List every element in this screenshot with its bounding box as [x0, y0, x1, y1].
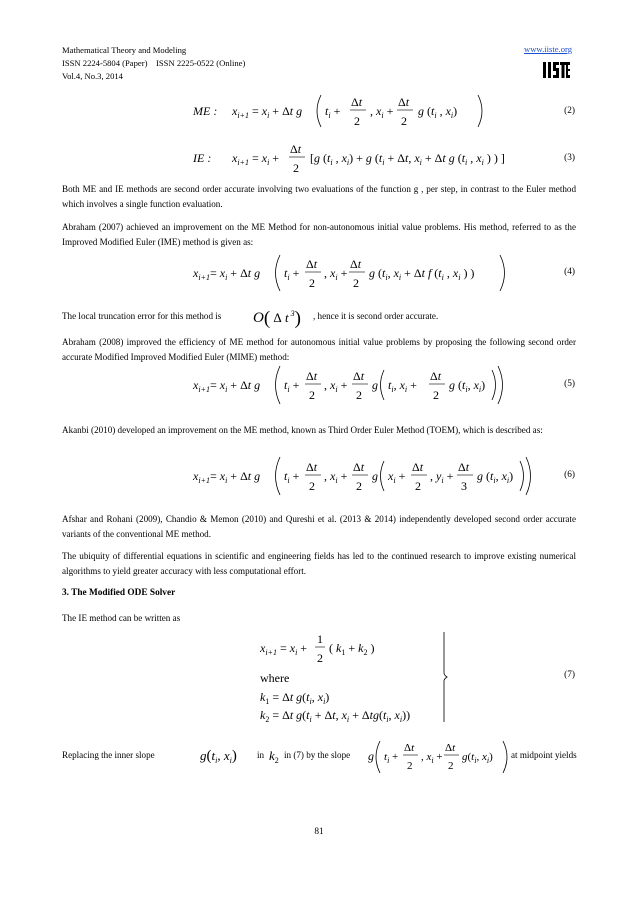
svg-text:g(ti, xi): $g(t_i$, $x_i$) — [200, 748, 237, 765]
svg-text:g: g — [372, 378, 378, 392]
eq2-number: (2) — [564, 106, 575, 116]
paragraph-9-c: in (7) by the slope — [284, 750, 351, 760]
svg-text:1: 1 — [317, 632, 323, 646]
svg-text:g: g — [372, 469, 378, 483]
journal-title: Mathematical Theory and Modeling — [62, 45, 187, 55]
svg-text:Δt: Δt — [353, 460, 365, 474]
svg-text:ti +: $t_i$ + — [284, 266, 300, 282]
svg-text:[g (ti , xi) + g (ti + Δt, xi: [g ($t_i$ , $x_i) + g$ ($t_i + \Delta t$, $x_i + \Delta t$ g ($t_i$ , $x_i$ ) ) ] — [310, 151, 505, 167]
journal-volume: Vol.4, No.3, 2014 — [62, 71, 123, 81]
svg-text:2: 2 — [293, 161, 299, 175]
svg-text:, xi +: , $x_i$ + — [324, 469, 348, 485]
svg-text:Δt: Δt — [353, 369, 365, 383]
svg-text:xi+1= xi + Δt g: $x_{i+1}= x_i + \Delta t$ g — [193, 469, 261, 485]
svg-text:Δt: Δt — [445, 742, 456, 754]
paragraph-5: Akanbi (2010) developed an improvement on the ME method, known as Third Order Euler Method (TOEM), which is described as: — [62, 425, 543, 435]
svg-text:ti +: $t_i$ + — [284, 378, 300, 394]
eq3-number: (3) — [564, 153, 575, 163]
svg-text:Δt: Δt — [350, 257, 362, 271]
eq7-number: (7) — [564, 670, 575, 680]
svg-text:g: g — [368, 749, 374, 763]
section-heading: 3. The Modified ODE Solver — [62, 588, 176, 598]
eq2-label: ME : — [193, 104, 218, 118]
paragraph-9-a: Replacing the inner slope — [62, 750, 155, 760]
svg-text:k2: $k_2$ — [269, 748, 279, 765]
svg-text:Δt: Δt — [306, 460, 318, 474]
svg-text:xi+1= xi + Δt g: $x_{i+1}= x_i + \Delta t$ g — [193, 266, 261, 282]
svg-text:2: 2 — [448, 760, 454, 772]
svg-text:g (ti, xi): g ($t_i$, $x_i$) — [449, 378, 486, 394]
svg-text:k1 = Δt g(ti, xi): $k_1 = \Delta t$ $g(t_i$, $x_i$) — [260, 690, 330, 706]
svg-text:ti +: $t_i$ + — [284, 469, 300, 485]
eq7-where: where — [260, 671, 290, 685]
svg-text:3: 3 — [461, 479, 467, 493]
svg-text:xi+1 = xi +: $x_{i+1} = x_i$ + — [232, 151, 280, 167]
paragraph-4: Abraham (2008) improved the efficiency of ME method for autonomous initial value problems by proposing the following second order accurate Modified Improved Modified Euler (MIME) method: — [62, 337, 576, 362]
eq3-label: IE : — [193, 151, 212, 165]
eq4-number: (4) — [564, 267, 575, 277]
svg-text:2: 2 — [309, 479, 315, 493]
paragraph-9-d: at midpoint yields — [511, 750, 577, 760]
svg-text:g(ti, xi): $g(t_i$, $x_i$) — [462, 751, 493, 765]
paragraph-2: Abraham (2007) achieved an improvement on the ME Method for non-autonomous initial value problems. His method, referred to as the Improved Modified Euler (IME) method is given as: — [62, 222, 576, 247]
svg-text:k2 = Δt g(ti + Δt, xi + Δtg(ti: $k_2 = \Delta t$ $g(t_i + \Delta t$, $x_i + \Delta tg(t_i$, $x_i$)) — [260, 708, 411, 724]
svg-text:O( Δ t 3): O( Δ t $^3$) — [253, 308, 301, 329]
svg-text:Δt: Δt — [458, 460, 470, 474]
svg-text:Δt: Δt — [404, 742, 415, 754]
eq5-number: (5) — [564, 379, 575, 389]
svg-text:2: 2 — [353, 276, 359, 290]
journal-issn: ISSN 2224-5804 (Paper) ISSN 2225-0522 (Online) — [62, 58, 246, 68]
svg-text:Δt: Δt — [412, 460, 424, 474]
svg-text:g (ti, xi): g ($t_i$, $x_i$) — [477, 469, 514, 485]
paragraph-1: Both ME and IE methods are second order accurate involving two evaluations of the function g , per step, in contrast to the Euler method which involves a single function evaluation. — [62, 184, 576, 209]
svg-text:Δt: Δt — [306, 257, 318, 271]
svg-text:2: 2 — [309, 276, 315, 290]
svg-text:2: 2 — [354, 114, 360, 128]
svg-text:ti +: $t_i$ + — [384, 751, 399, 765]
svg-text:Δt: Δt — [351, 95, 363, 109]
website-link[interactable]: www.iiste.org — [524, 44, 572, 54]
svg-text:2: 2 — [415, 479, 421, 493]
paragraph-3-end: , hence it is second order accurate. — [313, 311, 439, 321]
svg-text:g (ti, xi + Δt f (ti , xi ) ): g ($t_i$, $x_i + \Delta t$ f ($t_i$ , $x_i$ ) ) — [369, 266, 475, 282]
svg-text:( k1 + k2 ): ( $k_1 + k_2$ ) — [329, 641, 375, 657]
svg-text:2: 2 — [401, 114, 407, 128]
svg-text:Δt: Δt — [398, 95, 410, 109]
svg-text:2: 2 — [433, 388, 439, 402]
svg-text:2: 2 — [356, 388, 362, 402]
svg-text:, xi +: , $x_i$ + — [370, 104, 394, 120]
svg-text:, xi +: , $x_i$ + — [324, 378, 348, 394]
paragraph-7: The ubiquity of differential equations in scientific and engineering fields has led to the continued research to improve existing numerical algorithms to yield greater accuracy with less computational effort. — [62, 551, 576, 576]
svg-text:, xi +: , $x_i$ + — [324, 266, 348, 282]
svg-text:ti +: $t_i$ + — [325, 104, 341, 120]
svg-text:xi+1= xi + Δt g: $x_{i+1}= x_i + \Delta t$ g — [193, 378, 261, 394]
svg-text:2: 2 — [317, 651, 323, 665]
svg-text:2: 2 — [309, 388, 315, 402]
svg-text:, yi +: , $y_i$ + — [430, 469, 454, 485]
svg-text:xi +: $x_i$ + — [388, 469, 406, 485]
paragraph-3-start: The local truncation error for this method is — [62, 311, 222, 321]
svg-text:xi+1 = xi + Δt g: $x_{i+1} = x_i + \Delta t$ g — [232, 104, 303, 120]
svg-text:2: 2 — [407, 760, 413, 772]
svg-text:2: 2 — [356, 479, 362, 493]
svg-text:ti, xi +: $t_i$, $x_i$ + — [388, 378, 417, 394]
eq6-number: (6) — [564, 470, 575, 480]
svg-text:g (ti , xi): g ($t_i$ , $x_i$) — [418, 104, 458, 120]
svg-text:xi+1 = xi +: $x_{i+1} = x_i$ + — [260, 641, 308, 657]
paragraph-8: The IE method can be written as — [62, 613, 181, 623]
svg-text:, xi +: , $x_i$ + — [421, 751, 443, 765]
svg-text:Δt: Δt — [430, 369, 442, 383]
paragraph-6: Afshar and Rohani (2009), Chandio & Memon (2010) and Qureshi et al. (2013 & 2014) independently developed second order accurate variants of the conventional ME method. — [62, 514, 576, 539]
paragraph-9-b: in — [257, 750, 265, 760]
svg-text:Δt: Δt — [306, 369, 318, 383]
page-number: 81 — [314, 827, 324, 837]
svg-text:Δt: Δt — [290, 142, 302, 156]
